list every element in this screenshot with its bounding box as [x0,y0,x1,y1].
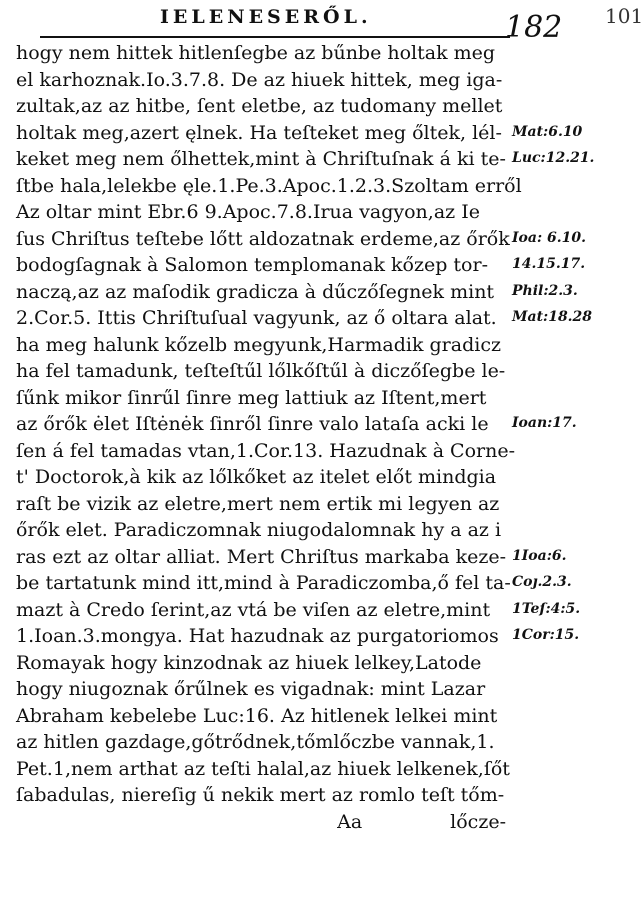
text-line: Az oltar mint Ebr.6 9.Apoc.7.8.Irua vagyon,az Ie [16,201,480,223]
marginal-note: 1Cor:15. [512,627,580,643]
text-line: ſabadulas, niereſig ű nekik mert az romlo teſt tőm- [16,784,505,806]
text-line: Romayak hogy kinzodnak az hiuek lelkey,Latode [16,651,482,674]
text-line: ſtbe hala,lelekbe ęle.1.Pe.3.Apoc.1.2.3.Szoltam erről [16,174,522,197]
text-line: ſűnk mikor ſinrűl ſinre meg lattiuk az Iſtent,mert [16,386,487,409]
catchword-line [16,809,526,836]
marginal-note: Ioan:17. [512,415,577,431]
main-text-block [16,40,526,835]
catchword: lőcze- [450,810,506,833]
text-line: bodogſagnak à Salomon templomanak kőzep tor- [16,254,488,276]
marginal-note: Mat:6.10 [512,123,583,140]
text-line: 1.Ioan.3.mongya. Hat hazudnak az purgatoriomos [16,625,499,647]
text-line: Pet.1,nem arthat az teſti halal,az hiuek lelkenek,ſőt [16,757,510,780]
text-line: az hitlen gazdage,gőtrődnek,tőmlőczbe vannak,1. [16,731,495,753]
page-number: 182 [505,10,563,45]
text-line: ſus Chriſtus teſtebe lőtt aldozatnak erdeme,az őrők [16,227,510,250]
text-line: ras ezt az oltar alliat. Mert Chriſtus markaba keze- [16,545,507,568]
text-line: Abraham kebelebe Luc:16. Az hitlenek lelkei mint [16,704,498,727]
text-line: hogy niugoznak őrűlnek es vigadnak: mint Lazar [16,678,486,700]
marginal-note: 1Ioa:6. [512,547,567,564]
running-head: IELENESERŐL. [160,6,372,28]
catchword: Aa [337,810,363,833]
corner-page-mark: 101 [605,4,643,28]
text-line: az őrők ėlet Iſtėnėk ſinről ſinre valo lataſa acki le [16,413,489,435]
text-line: mazt à Credo ſerint,az vtá be viſen az eletre,mint [16,598,491,621]
text-line: zultak,az az hitbe, ſent eletbe, az tudomany mellet [16,95,503,117]
text-line: t' Doctorok,à kik az lőlkőket az itelet előt mindgia [16,466,497,488]
marginal-note: Luc:12.21. [512,150,595,166]
text-line: őrők elet. Paradiczomnak niugodalomnak hy a az i [16,519,502,541]
header-rule [40,36,510,38]
text-line: el karhoznak.Io.3.7.8. De az hiuek hittek, meg iga- [16,68,503,91]
text-line: naczą,az az maſodik gradicza à dűczőſegnek mint [16,280,495,303]
marginal-note: Phil:2.3. [512,282,578,299]
text-line: holtak meg,azert ęlnek. Ha teſteket meg őltek, lél- [16,121,502,144]
text-line: hogy nem hittek hitlenſegbe az bűnbe holtak meg [16,42,496,64]
marginal-note: 14.15.17. [512,256,586,272]
text-line: ha fel tamadunk, teſteſtűl lőlkőſtűl à diczőſegbe le- [16,360,506,382]
marginal-note: 1Teſ:4:5. [512,600,581,617]
text-line: raſt be vizik az eletre,mert nem ertik mi legyen az [16,492,500,515]
text-line: ha meg halunk kőzelb megyunk,Harmadik gradicz [16,333,501,356]
text-line: 2.Cor.5. Ittis Chriſtuſual vagyunk, az ő oltara alat. [16,307,497,329]
marginal-note: Coȷ.2.3. [512,574,572,590]
text-line: be tartatunk mind itt,mind à Paradiczomba,ő fel ta- [16,572,511,594]
marginal-note: Ioa: 6.10. [512,229,586,246]
text-line: ſen á fel tamadas vtan,1.Cor.13. Hazudnak à Corne- [16,439,516,462]
text-line: keket meg nem őlhettek,mint à Chriſtuſnak á ki te- [16,148,506,170]
marginal-note: Mat:18.28 [512,309,593,325]
